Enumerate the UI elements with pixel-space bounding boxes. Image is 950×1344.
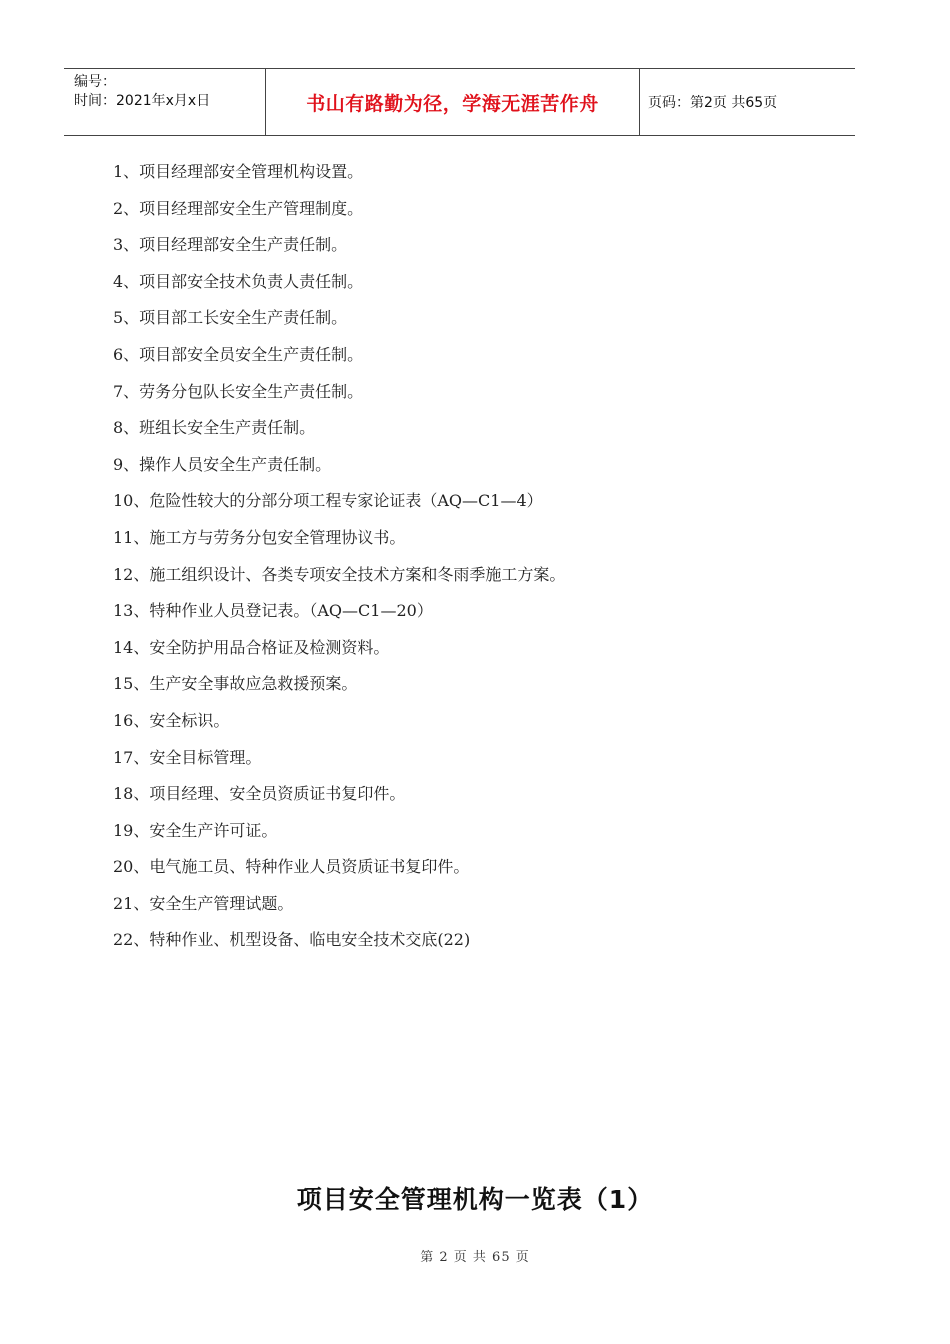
list-item: 15、生产安全事故应急救援预案。 xyxy=(113,674,358,694)
list-item: 21、安全生产管理试题。 xyxy=(113,893,294,913)
list-item: 5、项目部工长安全生产责任制。 xyxy=(113,308,348,328)
list-item: 7、劳务分包队长安全生产责任制。 xyxy=(113,381,364,401)
list-item: 13、特种作业人员登记表。（AQ—C1—20） xyxy=(113,601,433,621)
list-item: 8、班组长安全生产责任制。 xyxy=(113,418,316,438)
list-item: 6、项目部安全员安全生产责任制。 xyxy=(113,344,364,364)
list-item: 12、施工组织设计、各类专项安全技术方案和冬雨季施工方案。 xyxy=(113,564,566,584)
list-item: 19、安全生产许可证。 xyxy=(113,820,278,840)
section-title: 项目安全管理机构一览表（1） xyxy=(296,1185,654,1214)
document-number-label: 编号： xyxy=(74,74,116,90)
list-item: 3、项目经理部安全生产责任制。 xyxy=(113,235,348,255)
header-page-info: 页码：第2页 共65页 xyxy=(648,95,778,111)
list-item: 14、安全防护用品合格证及检测资料。 xyxy=(113,637,390,657)
list-item: 22、特种作业、机型设备、临电安全技术交底(22) xyxy=(113,930,471,950)
list-item: 20、电气施工员、特种作业人员资质证书复印件。 xyxy=(113,857,470,877)
page-footer: 第 2 页 共 65 页 xyxy=(420,1250,530,1265)
list-item: 11、施工方与劳务分包安全管理协议书。 xyxy=(113,527,406,547)
header-motto: 书山有路勤为径，学海无涯苦作舟 xyxy=(266,69,640,135)
list-item: 10、危险性较大的分部分项工程专家论证表（AQ—C1—4） xyxy=(113,491,543,511)
header-meta-cell xyxy=(64,69,266,135)
list-item: 18、项目经理、安全员资质证书复印件。 xyxy=(113,784,406,804)
list-item: 1、项目经理部安全管理机构设置。 xyxy=(113,162,364,181)
list-item: 16、安全标识。 xyxy=(113,710,230,730)
list-item: 9、操作人员安全生产责任制。 xyxy=(113,454,332,474)
list-item: 2、项目经理部安全生产管理制度。 xyxy=(113,198,364,218)
page-header xyxy=(64,68,855,136)
document-item-list xyxy=(113,160,565,965)
document-time-label: 时间：2021年x月x日 xyxy=(74,93,211,109)
list-item: 4、项目部安全技术负责人责任制。 xyxy=(113,271,364,291)
list-item: 17、安全目标管理。 xyxy=(113,747,262,767)
